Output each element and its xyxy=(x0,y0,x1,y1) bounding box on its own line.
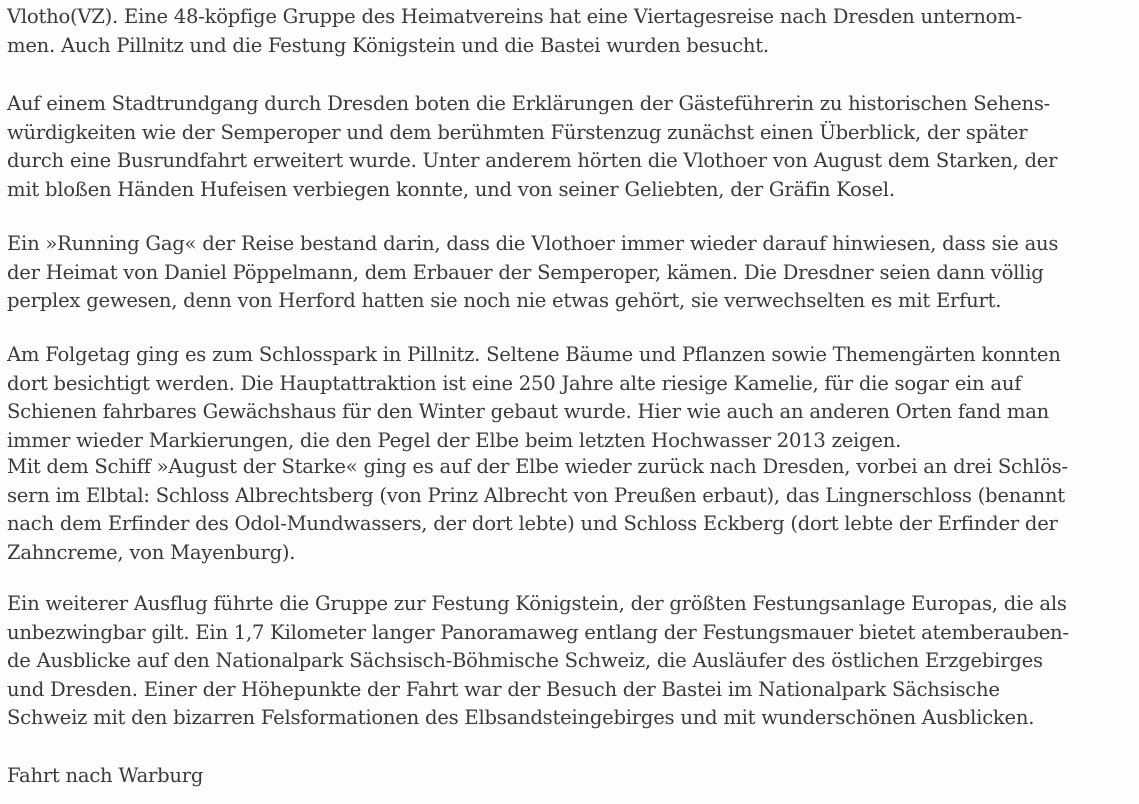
text-line: Auf einem Stadtrundgang durch Dresden boten die Erklärungen der Gästeführerin zu historischen Sehens- xyxy=(7,92,1051,115)
text-line: Zahncreme, von Mayenburg). xyxy=(7,540,296,564)
text-line: de Ausblicke auf den Nationalpark Sächsisch-Böhmische Schweiz, die Ausläufer des östlichen Erzgebirges xyxy=(7,649,1043,672)
text-line: und Dresden. Einer der Höhepunkte der Fahrt war der Besuch der Bastei im Nationalpark Sächsische xyxy=(7,677,1000,701)
text-line: perplex gewesen, denn von Herford hatten sie noch nie etwas gehört, sie verwechselten es mit Erfurt. xyxy=(7,289,1002,312)
text-line: Schienen fahrbares Gewächshaus für den Winter gebaut wurde. Hier wie auch an anderen Orten fand man xyxy=(7,400,1050,423)
text-line: Fahrt nach Warburg xyxy=(7,764,204,787)
text-line: Mit dem Schiff »August der Starke« ging es auf der Elbe wieder zurück nach Dresden, vorbei an drei Schlös- xyxy=(7,455,1068,478)
text-line: dort besichtigt werden. Die Hauptattraktion ist eine 250 Jahre alte riesige Kamelie, für die sogar ein auf xyxy=(7,371,1022,395)
text-line: würdigkeiten wie der Semperoper und dem berühmten Fürstenzug zunächst einen Überblick, der später xyxy=(7,120,1028,144)
text-line: Am Folgetag ging es zum Schlosspark in Pillnitz. Seltene Bäume und Pflanzen sowie Themengärten konnten xyxy=(7,343,1061,366)
text-line: sern im Elbtal: Schloss Albrechtsberg (von Prinz Albrecht von Preußen erbaut), das Lingnerschloss (benannt xyxy=(7,483,1065,507)
text-line: mit bloßen Händen Hufeisen verbiegen konnte, und von seiner Geliebten, der Gräfin Kosel. xyxy=(7,177,895,201)
text-line: Vlotho(VZ). Eine 48-köpfige Gruppe des Heimatvereins hat eine Viertagesreise nach Dresden unternom- xyxy=(7,5,1022,28)
text-line: unbezwingbar gilt. Ein 1,7 Kilometer langer Panoramaweg entlang der Festungsmauer bietet atemberauben- xyxy=(7,620,1069,644)
text-line: immer wieder Markierungen, die den Pegel der Elbe beim letzten Hochwasser 2013 zeigen. xyxy=(7,428,902,452)
text-line: Schweiz mit den bizarren Felsformationen des Elbsandsteingebirges und mit wunderschönen Ausblicken. xyxy=(7,706,1035,729)
text-line: nach dem Erfinder des Odol-Mundwassers, der dort lebte) und Schloss Eckberg (dort lebte der Erfinder der xyxy=(7,512,1058,535)
text-line: der Heimat von Daniel Pöppelmann, dem Erbauer der Semperoper, kämen. Die Dresdner seien dann völlig xyxy=(7,260,1044,284)
text-line: durch eine Busrundfahrt erweitert wurde. Unter anderem hörten die Vlothoer von August dem Starken, der xyxy=(7,149,1058,172)
text-line: men. Auch Pillnitz und die Festung Königstein und die Bastei wurden besucht. xyxy=(7,33,769,57)
text-line: Ein weiterer Ausflug führte die Gruppe zur Festung Königstein, der größten Festungsanlage Europas, die als xyxy=(7,592,1067,615)
text-line: Ein »Running Gag« der Reise bestand darin, dass die Vlothoer immer wieder darauf hinwiesen, dass sie aus xyxy=(7,232,1059,255)
